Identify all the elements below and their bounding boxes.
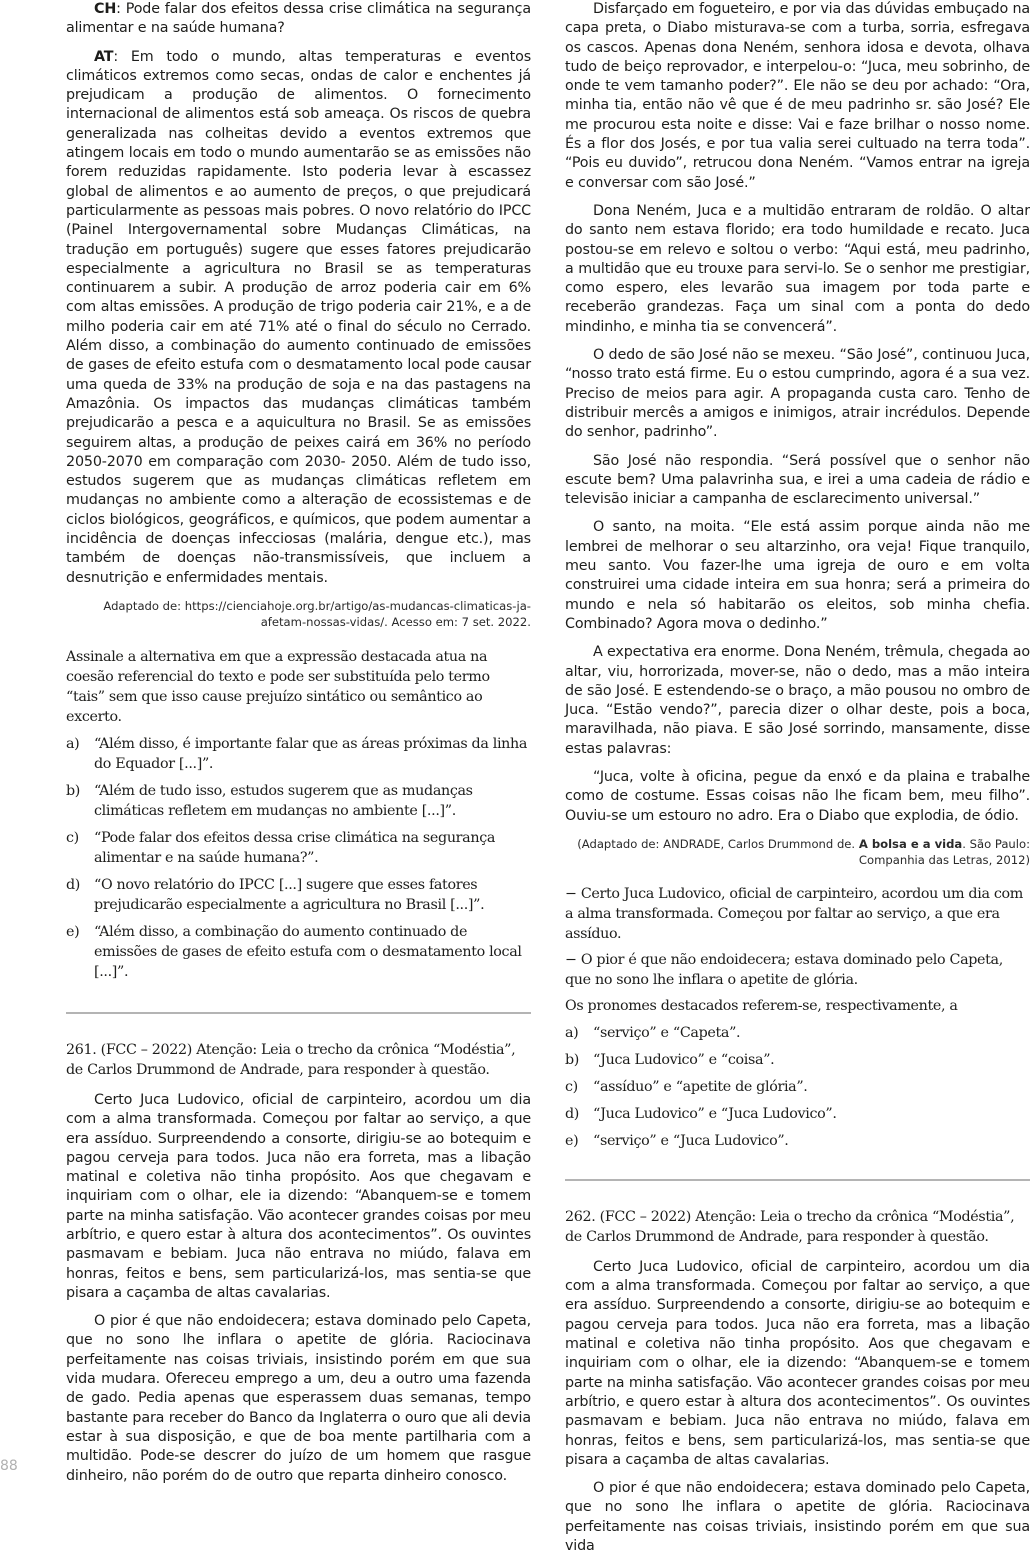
section-divider <box>565 1179 1030 1181</box>
option-letter: b) <box>66 782 81 799</box>
answer-option[interactable] <box>66 734 531 774</box>
answer-option[interactable] <box>565 1104 1030 1124</box>
speaker-ch: CH <box>94 1 117 17</box>
answer-option[interactable] <box>565 1131 1030 1151</box>
cronica-paragraph: Certo Juca Ludovico, oficial de carpinteiro, acordou um dia com a alma transformada. Começou por faltar ao serviço, a que era assíduo. Surpreendendo a consorte, dirigiu-se ao botequim e pagou cerveja para todos. Juca não era forreta, mas a libação matinal e coletiva não tinha propósito. Aos que chegavam e inquiriam com o olhar, ele ia dizendo: “Abanquem-se e tomem parte na minha satisfação. Vão acontecer grandes coisas por meu arbítrio, e quero estar à altura dos acontecimentos”. Os ouvintes pasmavam e bebiam. Juca não entrava no miúdo, falava em honras, feitos e bens, sem particularizá-los, mas sentia-se que pisara a caçamba de altas cavalarias. <box>66 1091 531 1301</box>
question-261-header: 261. (FCC – 2022) Atenção: Leia o trecho da crônica “Modéstia”, de Carlos Drummond de Andrade, para responder à questão. <box>66 1041 516 1078</box>
option-letter: e) <box>565 1132 579 1149</box>
interview-question-ch <box>66 0 531 39</box>
option-letter: b) <box>565 1051 580 1068</box>
option-text: “Além disso, a combinação do aumento continuado de emissões de gases de efeito estufa com o desmatamento local [...]”. <box>94 923 522 980</box>
option-letter: a) <box>66 735 80 752</box>
option-text: “O novo relatório do IPCC [...] sugere que esses fatores prejudicarão especialmente a agricultura no Brasil [...]”. <box>94 876 485 913</box>
source-text: (Adaptado de: ANDRADE, Carlos Drummond de. <box>577 836 859 851</box>
option-text: “Além disso, é importante falar que as áreas próximas da linha do Equador [...]”. <box>94 735 528 772</box>
right-column <box>565 0 1030 1555</box>
option-text: “Juca Ludovico” e “coisa”. <box>593 1051 775 1068</box>
question-262-header: 262. (FCC – 2022) Atenção: Leia o trecho da crônica “Modéstia”, de Carlos Drummond de Andrade, para responder à questão. <box>565 1208 1015 1245</box>
cronica-paragraph: O santo, na moita. “Ele está assim porque ainda não me lembrei de melhorar o seu altarzinho, ora veja! Fique tranquilo, meu santo. Vou fazer-lhe uma igreja de ouro e em volta construirei uma cidade inteira em sua honra; será a primeira do mundo e nela só habitarão os eleitos, sob minha chefia. Combinado? Agora mova o dedinho.” <box>565 519 1030 632</box>
cronica-paragraph: O dedo de são José não se mexeu. “São José”, continuou Juca, “nosso trato está firme. Eu o estou cumprindo, agora é a sua vez. Preciso de meios para agir. A propaganda custa caro. Tenho de distribuir mercês a amigos e inimigos, atrair incrédulos. Depende do senhor, padrinho”. <box>565 347 1030 441</box>
cronica-paragraph: A expectativa era enorme. Dona Neném, trêmula, chegada ao altar, viu, horrorizada, mover-se, não o dedo, mas a mão inteira de são José. E estendendo-se o braço, a mão pousou no ombro de Juca. “Estão vendo?”, parecia dizer o olhar deste, pois a boca, maravilhada, não piava. E são José sorrindo, mansamente, disse estas palavras: <box>565 644 1030 757</box>
option-letter: d) <box>565 1105 580 1122</box>
cronica-paragraph: Certo Juca Ludovico, oficial de carpinteiro, acordou um dia com a alma transformada. Começou por faltar ao serviço, a que era assíduo. Surpreendendo a consorte, dirigiu-se ao botequim e pagou cerveja para todos. Juca não era forreta, mas a libação matinal e coletiva não tinha propósito. Aos que chegavam e inquiriam com o olhar, ele ia dizendo: “Abanquem-se e tomem parte na minha satisfação. Vão acontecer grandes coisas por meu arbítrio, e quero estar à altura dos acontecimentos”. Os ouvintes pasmavam e bebiam. Juca não entrava no miúdo, falava em honras, feitos e bens, sem particularizá-los, mas sentia-se que pisara a caçamba de altas cavalarias. <box>565 1258 1030 1468</box>
question-261-options <box>565 1023 1030 1151</box>
section-divider <box>66 1012 531 1014</box>
source-citation: Adaptado de: https://cienciahoje.org.br/artigo/as-mudancas-climaticas-ja-afetam-nossas-vidas/. Acesso em: 7 set. 2022. <box>103 598 531 629</box>
speaker-at: AT <box>94 48 114 65</box>
cronica-paragraph: São José não respondia. “Será possível que o senhor não escute bem? Uma palavrinha sua, e irei a uma cadeia de rádio e televisão iniciar a campanha de esclarecimento universal.” <box>565 452 1030 508</box>
answer-option[interactable] <box>66 875 531 915</box>
answer-option[interactable] <box>565 1050 1030 1070</box>
answer-option[interactable] <box>66 781 531 821</box>
option-text: “Além de tudo isso, estudos sugerem que as mudanças climáticas refletem em mudanças no ambiente [...]”. <box>94 782 473 819</box>
excerpt: − O pior é que não endoidecera; estava dominado pelo Capeta, que no sono lhe inflara o apetite de glória. <box>565 951 1003 988</box>
option-text: “assíduo” e “apetite de glória”. <box>593 1078 808 1095</box>
option-text: “serviço” e “Capeta”. <box>593 1024 741 1041</box>
cronica-paragraph: O pior é que não endoidecera; estava dominado pelo Capeta, que no sono lhe inflara o apetite de glória. Raciocinava perfeitamente nas coisas triviais, insistindo porém em que sua vida mudara. Ofereceu emprego a um, deu a outro uma fazenda de gado. Pedia apenas que esperassem duas semanas, tempo bastante para receber do Banco da Inglaterra o ouro que ali devia estar à sua disposição, e que de boa mente partilharia com a multidão. Pode-se descrer do juízo de um homem que rasgue dinheiro, não porém do de outro que reparta dinheiro conosco. <box>66 1313 531 1484</box>
option-text: “serviço” e “Juca Ludovico”. <box>593 1132 789 1149</box>
left-column <box>66 0 531 1484</box>
option-text: “Juca Ludovico” e “Juca Ludovico”. <box>593 1105 837 1122</box>
answer-option[interactable] <box>565 1077 1030 1097</box>
excerpt: − Certo Juca Ludovico, oficial de carpinteiro, acordou um dia com a alma transformada. Começou por faltar ao serviço, a que era assíduo. <box>565 885 1023 942</box>
interview-answer-at <box>66 48 531 588</box>
option-letter: a) <box>565 1024 579 1041</box>
source-text: . São Paulo: Companhia das Letras, 2012) <box>858 836 1030 867</box>
option-letter: e) <box>66 923 80 940</box>
cronica-paragraph: “Juca, volte à oficina, pegue da enxó e da plaina e trabalhe como de costume. Essas coisas não lhe ficam bem, meu filho”. Ouviu-se um estouro no adro. Era o Diabo que explodia, de ódio. <box>565 768 1030 824</box>
option-letter: c) <box>66 829 79 846</box>
ch-text: : Pode falar dos efeitos dessa crise climática na segurança alimentar e na saúde humana? <box>66 1 531 37</box>
cronica-paragraph: Disfarçado em fogueteiro, e por via das dúvidas embuçado na capa preta, o Diabo misturava-se com a turba, sorria, esfregava os cascos. Apenas dona Neném, senhora idosa e devota, olhava tudo de beiço reprovador, e interpelou-o: “Juca, meu sobrinho, de onde te vem tamanho poder?”. Ele não se deu por achado: “Ora, minha tia, então não vê que é de meu padrinho sr. são José? Ele me procurou esta noite e disse: Vai e faze brilhar o nosso nome. És a flor dos Josés, e por tua valia serei cultuado na terra toda”. “Pois eu duvido”, retrucou dona Neném. “Vamos entrar na igreja e conversar com são José.” <box>565 1 1030 191</box>
at-text: : Em todo o mundo, altas temperaturas e eventos climáticos extremos como secas, ondas de calor e enchentes já prejudicam a produção de alimentos. O fornecimento internacional de alimentos está sob ameaça. Os riscos de quebra generalizada nas colheitas devido a eventos extremos que atingem locais em todo o mundo aumentarão se as emissões não forem reduzidas rapidamente. Isto poderia levar à escassez global de alimentos e ao aumento de preços, o que prejudicará particularmente as pessoas mais pobres. O novo relatório do IPCC (Painel Intergovernamental sobre Mudanças Climáticas, na tradução em português) sugere que esses fatores prejudicarão especialmente a agricultura no Brasil se as temperaturas continuarem a subir. A produção de arroz poderia cair em 6% com altas emissões. A produção de trigo poderia cair 21%, e a de milho poderia cair em até 71% até o final do século no Cerrado. Além disso, a combinação do aumento continuado de emissões de gases de efeito estufa com o desmatamento local pode causar uma queda de 33% na produção de soja e na das pastagens na Amazônia. Os impactos das mudanças climáticas também prejudicarão a pesca e a aquicultura no Brasil. Se as emissões seguirem altas, a produção de peixes cairá em 36% no período 2050-2070 em comparação com 2030- 2050. Além de tudo isso, estudos sugerem que as mudanças climáticas refletem em mudanças no ambiente como a alteração de ecossistemas e de ciclos biológicos, geográficos, e químicos, que podem aumentar a incidência de doenças infecciosas (malária, dengue etc.), mas também de doenças não-transmissíveis, que incluem a desnutrição e enfermidades mentais. <box>66 48 531 586</box>
source-citation <box>565 836 1030 868</box>
answer-option[interactable] <box>565 1023 1030 1043</box>
cronica-paragraph: O pior é que não endoidecera; estava dominado pelo Capeta, que no sono lhe inflara o apetite de glória. Raciocinava perfeitamente nas coisas triviais, insistindo porém em que sua vida <box>565 1480 1030 1555</box>
option-letter: c) <box>565 1078 578 1095</box>
book-title: A bolsa e a vida <box>858 836 963 851</box>
option-text: “Pode falar dos efeitos dessa crise climática na segurança alimentar e na saúde humana?”. <box>94 829 496 866</box>
question-261-stem: Os pronomes destacados referem-se, respectivamente, a <box>565 997 958 1014</box>
question-260-options <box>66 734 531 982</box>
question-260-stem: Assinale a alternativa em que a expressão destacada atua na coesão referencial do texto e pode ser substituída pelo termo “tais” sem que isso cause prejuízo sintático ou semântico ao excerto. <box>66 648 490 725</box>
answer-option[interactable] <box>66 922 531 982</box>
cronica-paragraph: Dona Neném, Juca e a multidão entraram de roldão. O altar do santo nem estava florido; era todo humildade e recato. Juca postou-se em relevo e soltou o verbo: “Aqui está, meu padrinho, a multidão que eu trouxe para servi-lo. Se o senhor me prestigiar, como espero, eles levarão sua imagem por toda parte e receberão grandezas. Faça um sinal com a ponta do dedo mindinho, e minha tia se convencerá”. <box>565 202 1030 335</box>
page-number: 88 <box>0 1458 18 1474</box>
option-letter: d) <box>66 876 81 893</box>
answer-option[interactable] <box>66 828 531 868</box>
